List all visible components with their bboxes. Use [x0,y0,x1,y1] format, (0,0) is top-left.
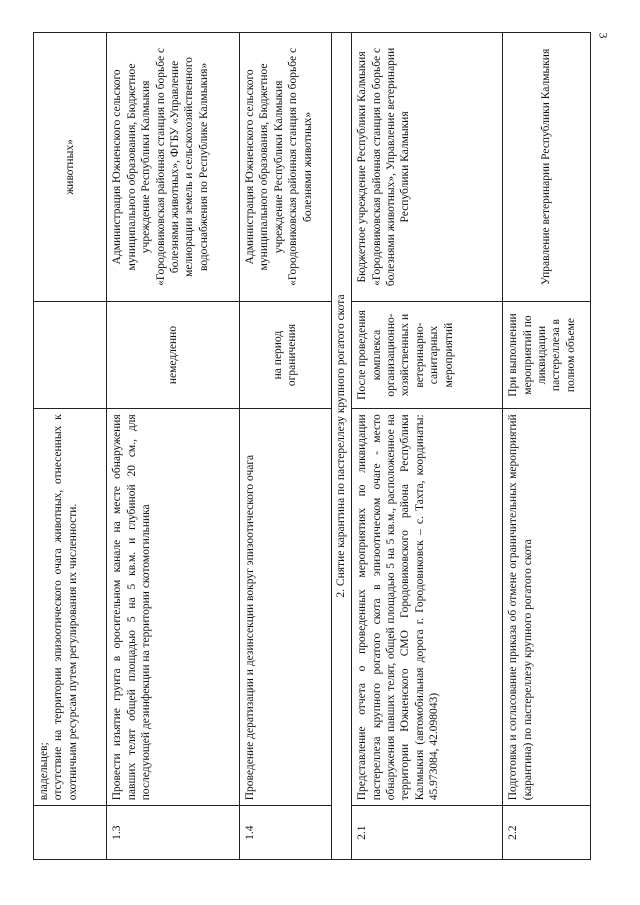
responsible: животных» [34,33,107,302]
deadline [34,301,107,409]
row-number: 1.4 [240,806,332,860]
row-number: 2.1 [352,806,503,860]
responsible: Бюджетное учреждение Республики Калмыкия «Городовиковская районная станция по борьбе с болезнями животных», Управление ветеринарии Республики Калмыкия [352,33,503,302]
table-row [352,33,503,860]
page-number: 3 [596,32,611,39]
row-number [34,806,107,860]
responsible: Управление ветеринарии Республики Калмыкия [503,33,591,302]
measure-text: Проведение дератизации и дезинсекции вокруг эпизоотического очага [240,409,332,806]
measures-table [33,32,591,860]
rotated-landscape-page [33,32,591,860]
table-row [107,33,240,860]
measure-text: Провести изъятие грунта в оросительном канале на месте обнаружения павших телят общей площадью 5 на 5 кв.м. и глубиной 20 см., для последующей дезинфекции на территории скотомогильника [107,409,240,806]
deadline: немедленно [107,301,240,409]
measure-text: Подготовка и согласование приказа об отмене ограничительных мероприятий (карантина) по пастереллезу крупного рогатого скота [503,409,591,806]
table-row [503,33,591,860]
deadline: При выполнении мероприятий по ликвидации пастереллеза в полном объеме [503,301,591,409]
row-number: 1.3 [107,806,240,860]
section-header-row [331,33,351,860]
section-title: 2. Снятие карантина по пастереллезу крупного рогатого скота [331,33,351,860]
row-number: 2.2 [503,806,591,860]
deadline: После проведения комплекса организационно-хозяйственных и ветеринарно-санитарных мероприятий [352,301,503,409]
deadline: на период ограничения [240,301,332,409]
table-row [240,33,332,860]
responsible: Администрация Южненского сельского муниципального образования, Бюджетное учреждение Республики Калмыкия «Городовиковская районная станция по борьбе с болезнями животных», ФГБУ «Управление мелиорации земель и сельскохозяйственного водоснабжения по Республике Калмыкия» [107,33,240,302]
responsible: Администрация Южненского сельского муниципального образования, Бюджетное учреждение Республики Калмыкия «Городовиковская районная станция по борьбе с болезнями животных» [240,33,332,302]
table-row [34,33,107,860]
measure-text: владельцев; отсутствие на территории эпизоотического очага животных, отнесенных к охотничьим ресурсам путем регулирования их численности. [34,409,107,806]
measure-text: Представление отчета о проведенных мероприятиях по ликвидации пастереллеза крупного рогатого скота в эпизоотическом очаге - место обнаружения павших телят, общей площадью 5 на 5 кв.м., расположенное на территории Южненского СМО Городовиковского района Республики Калмыкия (автомобильная дорога г. Городовиковск – с. Тахта, координаты: 45.973084, 42.098043) [352,409,503,806]
